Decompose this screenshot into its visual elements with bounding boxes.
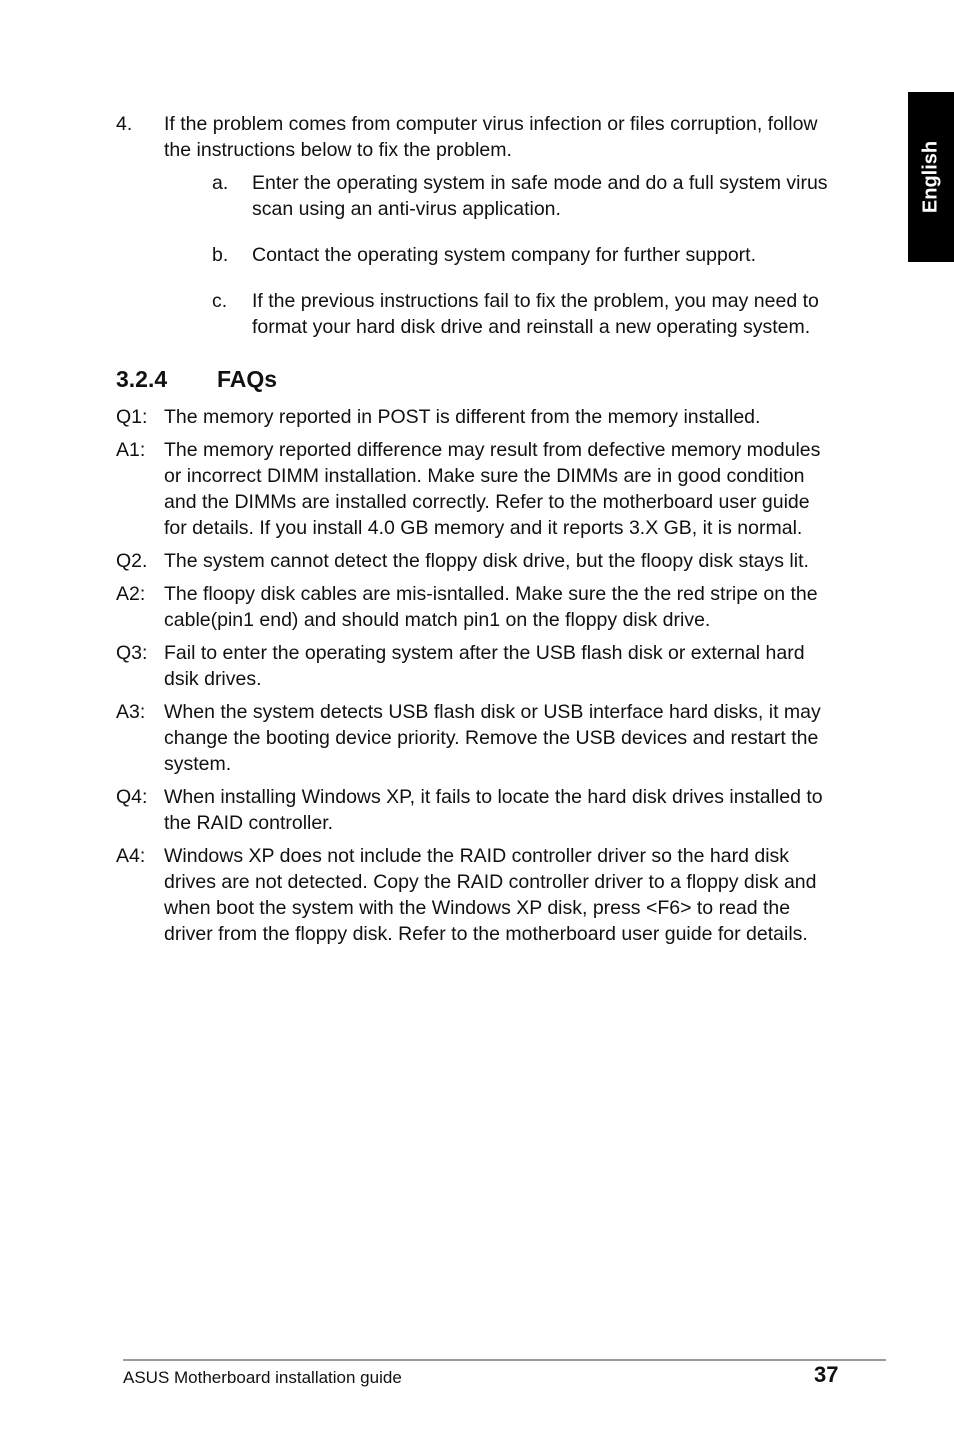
faq-question [116,404,836,430]
sub-step-letter: a. [212,172,229,194]
faq-text: When installing Windows XP, it fails to locate the hard disk drives installed to the RAID controller. [164,786,823,834]
faq-list [116,404,836,947]
sub-step-text: Contact the operating system company for further support. [252,244,757,266]
faq-answer [116,581,836,633]
language-tab [908,92,954,262]
sub-step-item [212,288,836,340]
page-content [116,111,836,954]
section-title: FAQs [217,366,278,392]
sub-step-item [212,242,836,268]
faq-text: The floopy disk cables are mis-isntalled. Make sure the the red stripe on the cable(pin1 end) and should match pin1 on the floppy disk drive. [164,583,818,631]
faq-label: A2: [116,583,146,605]
faq-label: Q1: [116,406,148,428]
faq-question [116,548,836,574]
step-body [164,111,836,340]
sub-step-text: Enter the operating system in safe mode and do a full system virus scan using an anti-virus application. [252,172,828,220]
step-number: 4. [116,113,133,135]
footer-title: ASUS Motherboard installation guide [123,1368,402,1387]
faq-text: The memory reported in POST is different from the memory installed. [164,406,761,428]
sub-step-item [212,170,836,222]
faq-label: Q2. [116,550,148,572]
faq-label: A3: [116,701,146,723]
footer-divider [123,1359,886,1361]
sub-step-letter: c. [212,290,228,312]
page-number: 37 [814,1362,839,1387]
sub-step-list [212,170,836,340]
faq-label: A1: [116,439,146,461]
language-tab-label: English [919,140,942,214]
faq-answer [116,699,836,777]
faq-text: When the system detects USB flash disk or USB interface hard disks, it may change the booting device priority. Remove the USB devices and restart the system. [164,701,821,775]
faq-answer [116,437,836,541]
section-number: 3.2.4 [116,366,168,392]
faq-label: A4: [116,845,146,867]
faq-question [116,784,836,836]
faq-text: Fail to enter the operating system after the USB flash disk or external hard dsik drives. [164,642,805,690]
faq-text: The memory reported difference may result from defective memory modules or incorrect DIMM installation. Make sure the DIMMs are in good condition and the DIMMs are installed correctly. Refer to the motherboard user guide for details. If you install 4.0 GB memory and it reports 3.X GB, it is normal. [164,439,821,539]
faq-question [116,640,836,692]
faq-label: Q4: [116,786,148,808]
faq-label: Q3: [116,642,148,664]
section-heading [116,364,836,394]
faq-text: Windows XP does not include the RAID controller driver so the hard disk drives are not detected. Copy the RAID controller driver to a floppy disk and when boot the system with the Windows XP disk, press <F6> to read the driver from the floppy disk. Refer to the motherboard user guide for details. [164,845,817,945]
step-text: If the problem comes from computer virus infection or files corruption, follow the instructions below to fix the problem. [164,113,818,161]
faq-answer [116,843,836,947]
sub-step-letter: b. [212,244,229,266]
faq-text: The system cannot detect the floppy disk drive, but the floopy disk stays lit. [164,550,809,572]
step-item [116,111,836,340]
sub-step-text: If the previous instructions fail to fix the problem, you may need to format your hard disk drive and reinstall a new operating system. [252,290,819,338]
